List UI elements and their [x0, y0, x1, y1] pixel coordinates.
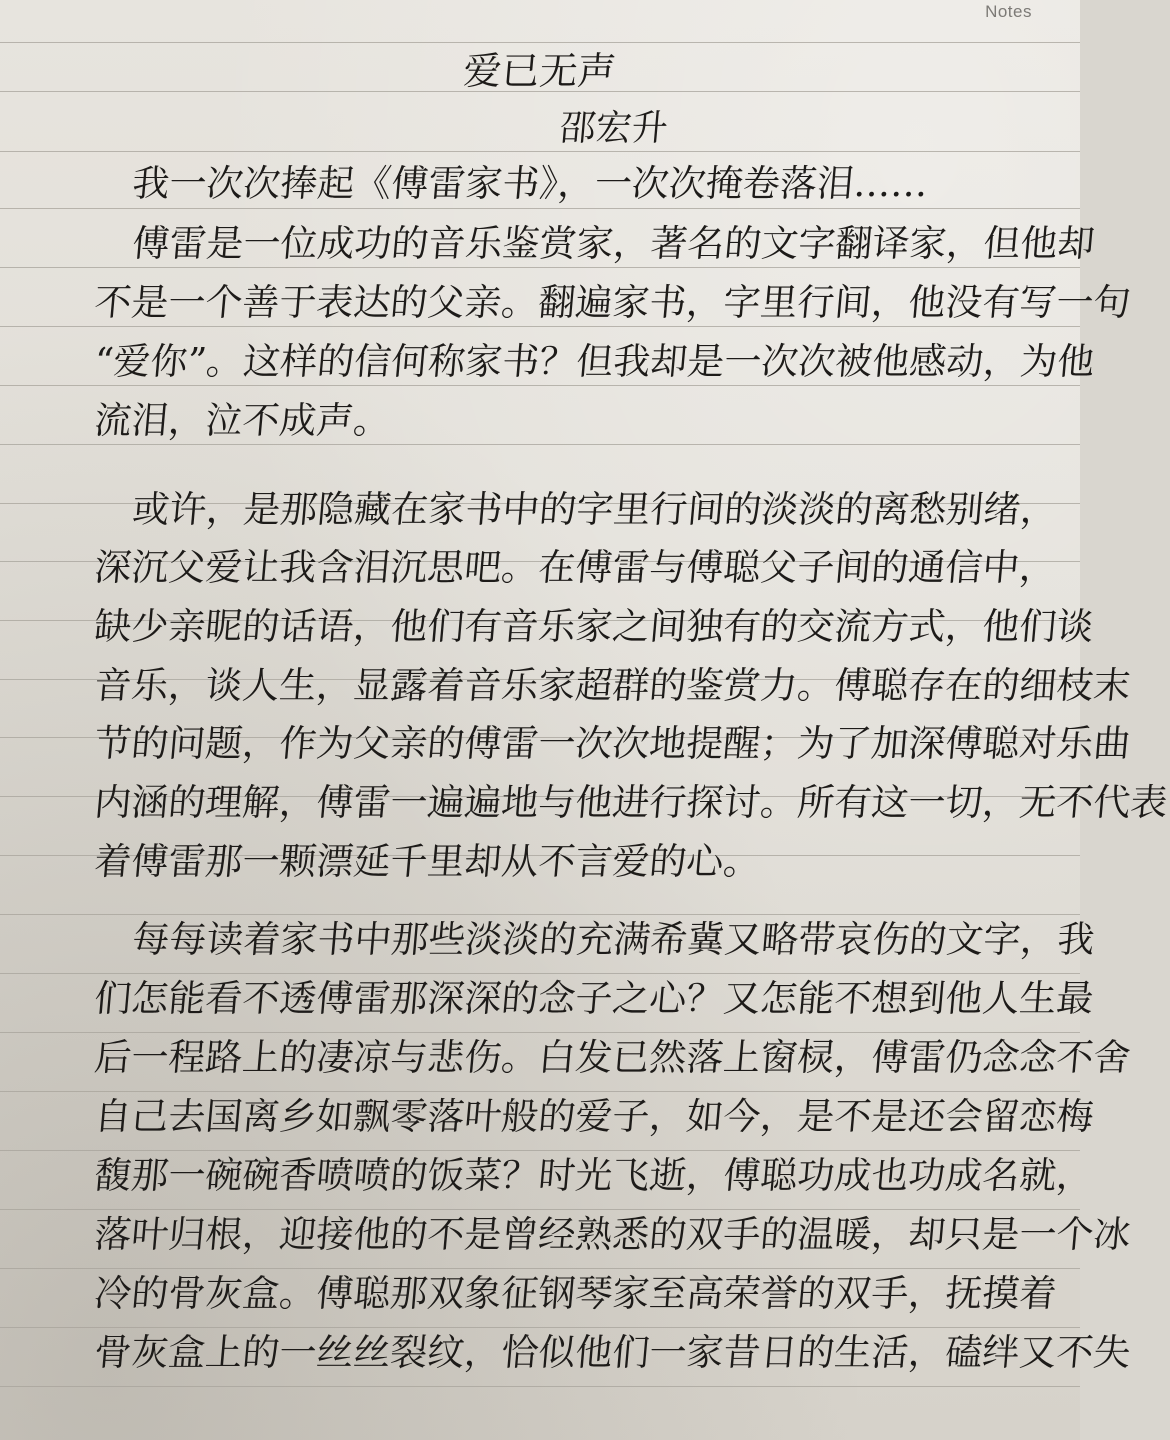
essay-line: 节的问题，作为父亲的傅雷一次次地提醒；为了加深傅聪对乐曲 — [92, 722, 1133, 765]
essay-title: 爱已无声 — [461, 49, 618, 93]
essay-line: 后一程路上的凄凉与悲伤。白发已然落上窗棂，傅雷仍念念不舍 — [92, 1036, 1133, 1079]
essay-line: 音乐，谈人生，显露着音乐家超群的鉴赏力。傅聪存在的细枝末 — [92, 664, 1133, 707]
essay-line: 我一次次捧起《傅雷家书》，一次次掩卷落泪…… — [130, 162, 930, 205]
essay-line: “爱你”。这样的信何称家书？但我却是一次次被他感动，为他 — [92, 340, 1097, 383]
essay-line: 内涵的理解，傅雷一遍遍地与他进行探讨。所有这一切，无不代表 — [92, 781, 1170, 824]
essay-line: 傅雷是一位成功的音乐鉴赏家，著名的文字翻译家，但他却 — [130, 222, 1097, 265]
essay-line: 骨灰盒上的一丝丝裂纹，恰似他们一家昔日的生活，磕绊又不失 — [92, 1331, 1133, 1374]
essay-line: 自己去国离乡如飘零落叶般的爱子，如今，是不是还会留恋梅 — [92, 1095, 1096, 1138]
essay-line: 不是一个善于表达的父亲。翻遍家书，字里行间，他没有写一句 — [92, 281, 1133, 324]
essay-line: 深沉父爱让我含泪沉思吧。在傅雷与傅聪父子间的通信中， — [92, 546, 1059, 589]
essay-line: 冷的骨灰盒。傅聪那双象征钢琴家至高荣誉的双手，抚摸着 — [92, 1272, 1059, 1315]
essay-line: 馥那一碗碗香喷喷的饭菜？时光飞逝，傅聪功成也功成名就， — [92, 1154, 1096, 1197]
ruled-line — [0, 151, 1080, 152]
ruled-line — [0, 1386, 1080, 1387]
essay-line: 每每读着家书中那些淡淡的充满希冀又略带哀伤的文字，我 — [130, 918, 1097, 961]
essay-line: 缺少亲昵的话语，他们有音乐家之间独有的交流方式，他们谈 — [92, 605, 1096, 648]
essay-line: 或许，是那隐藏在家书中的字里行间的淡淡的离愁别绪， — [130, 488, 1060, 531]
essay-line: 落叶归根，迎接他的不是曾经熟悉的双手的温暖，却只是一个冰 — [92, 1213, 1133, 1256]
essay-line: 流泪，泣不成声。 — [92, 399, 393, 442]
essay-line: 着傅雷那一颗漂延千里却从不言爱的心。 — [92, 840, 763, 883]
essay-author: 邵宏升 — [557, 108, 670, 149]
essay-line: 们怎能看不透傅雷那深深的念子之心？又怎能不想到他人生最 — [92, 977, 1096, 1020]
notebook-brand-label: Notes — [985, 2, 1032, 21]
